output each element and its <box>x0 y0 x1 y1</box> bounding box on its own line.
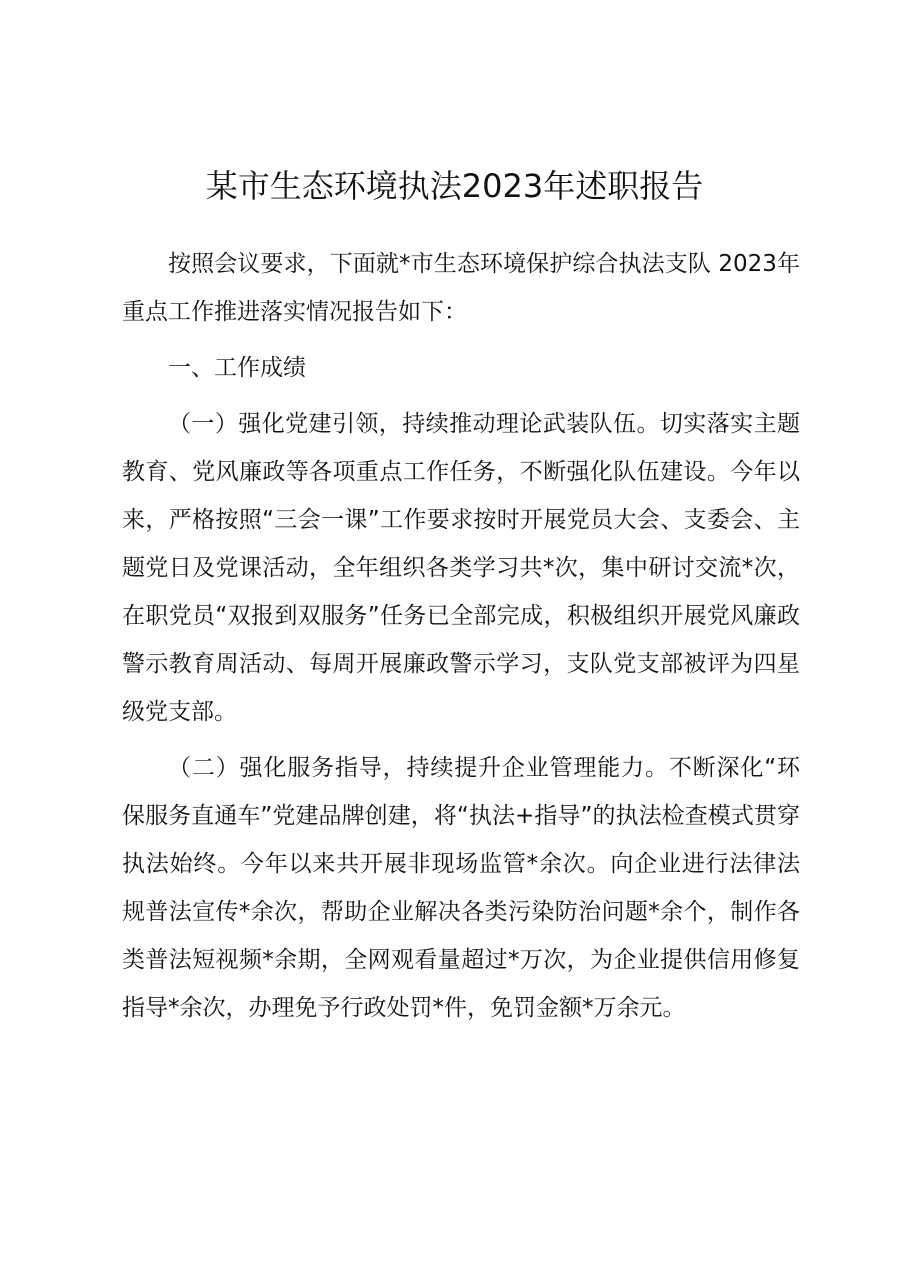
document-title: 某市生态环境执法2023年述职报告 <box>205 167 704 205</box>
section-heading-achievements: 一、工作成绩 <box>168 355 306 381</box>
paragraph-party-building: （一）强化党建引领，持续推动理论武装队伍。切实落实主题教育、党风廉政等各项重点工作任务，不断强化队伍建设。今年以来，严格按照“三会一课”工作要求按时开展党员大会、支委会、主题党日及党课活动，全年组织各类学习共*次，集中研讨交流*次，在职党员“双报到双服务”任务已全部完成，积极组织开展党风廉政警示教育周活动、每周开展廉政警示学习，支队党支部被评为四星级党支部。 <box>122 411 800 725</box>
intro-paragraph: 按照会议要求，下面就*市生态环境保护综合执法支队 2023年重点工作推进落实情况报告如下： <box>122 251 800 325</box>
paragraph-service-guidance: （二）强化服务指导，持续提升企业管理能力。不断深化“环保服务直通车”党建品牌创建，将“执法+指导”的执法检查模式贯穿执法始终。今年以来共开展非现场监管*余次。向企业进行法律法规普法宣传*余次，帮助企业解决各类污染防治问题*余个，制作各类普法短视频*余期，全网观看量超过*万次，为企业提供信用修复指导*余次，办理免予行政处罚*件，免罚金额*万余元。 <box>122 755 800 1021</box>
document-body <box>122 240 800 1040</box>
